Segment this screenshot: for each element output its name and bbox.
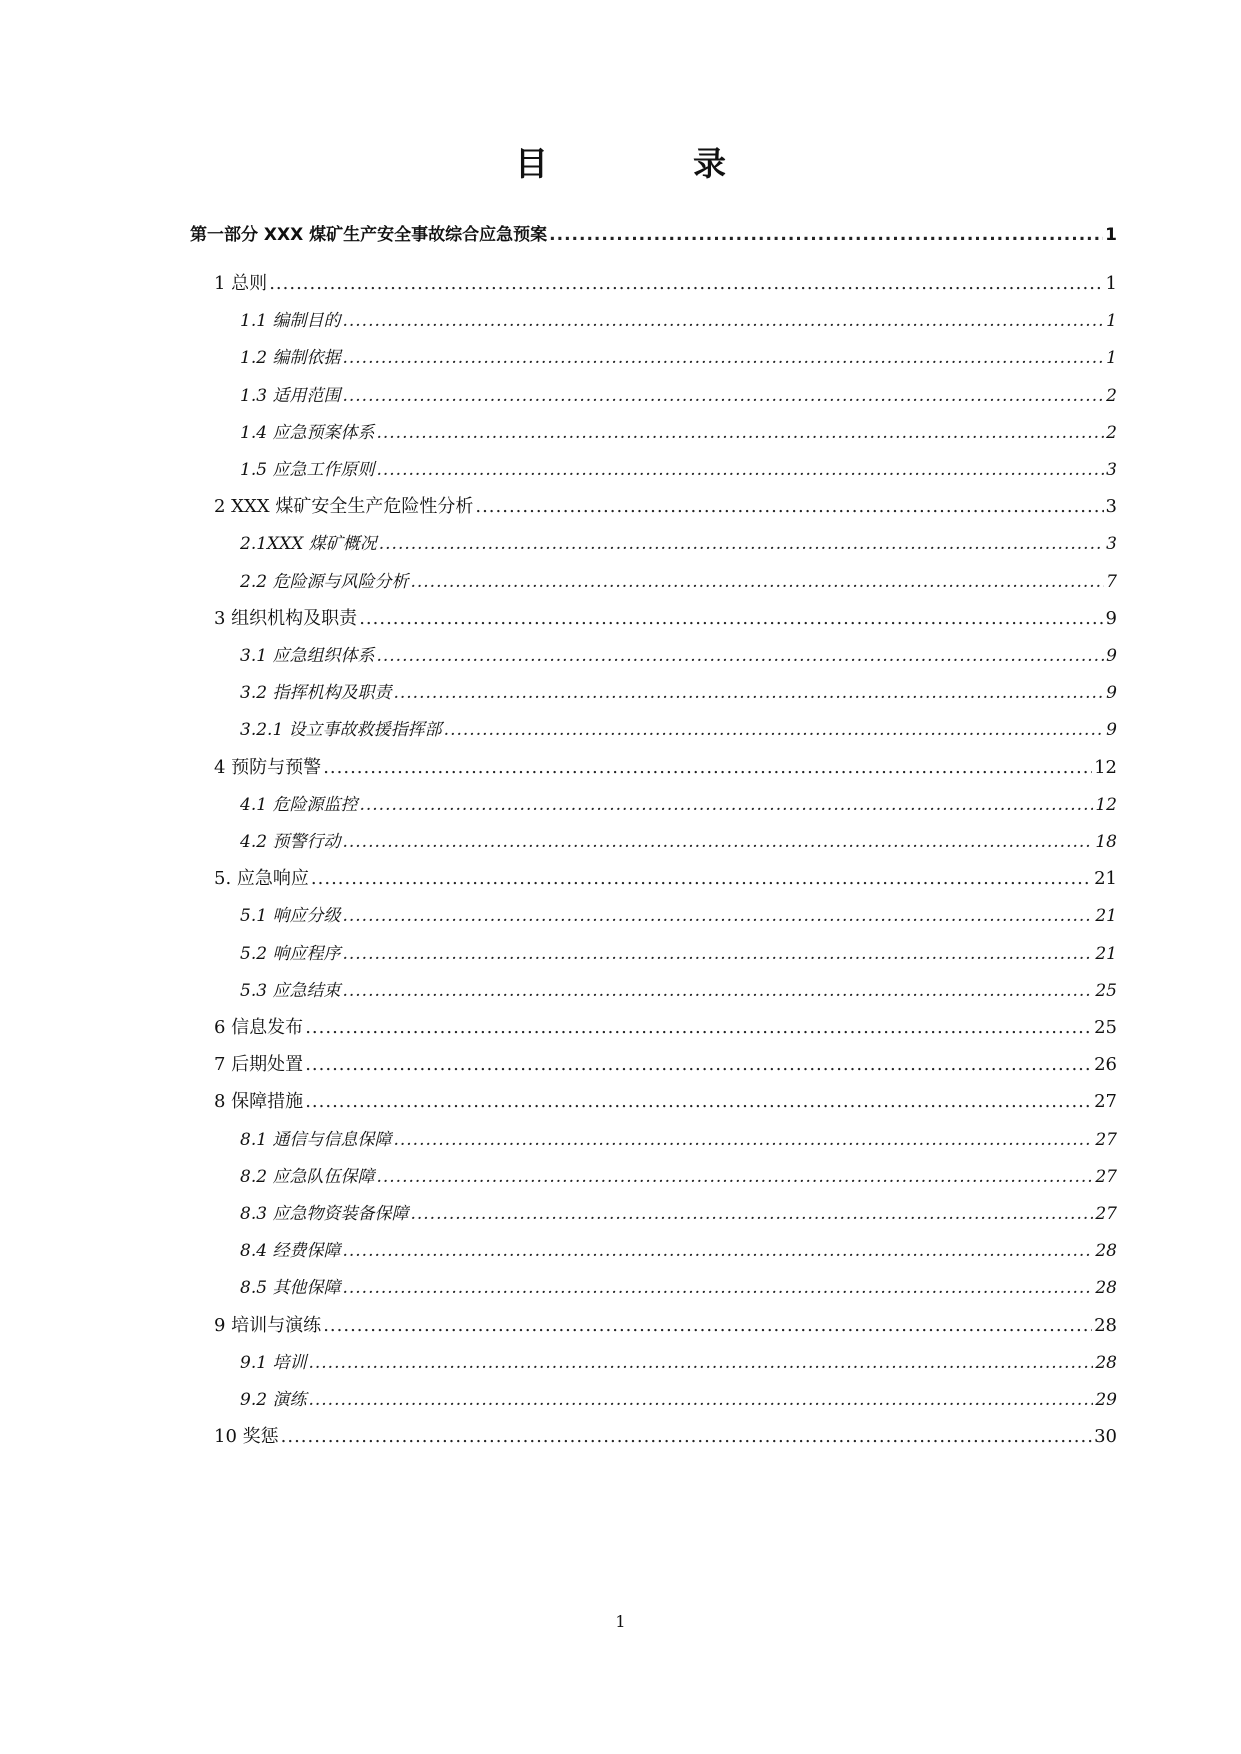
toc-entry-page-number: 3 bbox=[1106, 534, 1117, 555]
toc-dot-leader bbox=[281, 1426, 1092, 1447]
toc-entry-page-number: 1 bbox=[1105, 225, 1117, 245]
toc-entry-title: 8.4 经费保障 bbox=[240, 1241, 341, 1262]
toc-dot-leader bbox=[305, 1017, 1092, 1038]
toc-entry[interactable] bbox=[240, 306, 1117, 336]
toc-entry-page-number: 27 bbox=[1095, 1204, 1117, 1224]
toc-entry-page-number: 21 bbox=[1095, 943, 1117, 964]
page-number: 1 bbox=[615, 1612, 626, 1631]
toc-entry-title: 10 奖惩 bbox=[214, 1426, 279, 1448]
toc-entry-page-number: 1 bbox=[1106, 311, 1117, 332]
toc-entry[interactable] bbox=[214, 1050, 1117, 1080]
toc-entry-page-number: 3 bbox=[1105, 496, 1117, 518]
toc-entry-page-number: 21 bbox=[1094, 868, 1117, 890]
toc-dot-leader bbox=[305, 1091, 1092, 1112]
toc-entry[interactable] bbox=[240, 715, 1117, 745]
toc-dot-leader bbox=[342, 1278, 1093, 1298]
toc-entry-page-number: 9 bbox=[1105, 607, 1117, 629]
toc-entry-title: 4 预防与预警 bbox=[214, 756, 322, 778]
toc-entry[interactable] bbox=[214, 864, 1117, 894]
toc-dot-leader bbox=[342, 981, 1093, 1001]
toc-entry-page-number: 28 bbox=[1095, 1278, 1117, 1299]
toc-entry[interactable] bbox=[214, 1311, 1117, 1341]
toc-entry-title: 1.2 编制依据 bbox=[240, 348, 341, 369]
toc-entry-page-number: 30 bbox=[1094, 1426, 1117, 1448]
toc-entry[interactable] bbox=[214, 1013, 1117, 1043]
toc-dot-leader bbox=[475, 496, 1103, 517]
toc-entry[interactable] bbox=[240, 827, 1117, 857]
toc-entry-title: 2 XXX 煤矿安全生产危险性分析 bbox=[214, 496, 474, 518]
toc-entry[interactable] bbox=[240, 1236, 1117, 1266]
toc-dot-leader bbox=[342, 1241, 1093, 1261]
toc-entry-page-number: 2 bbox=[1106, 385, 1117, 406]
toc-entry[interactable] bbox=[214, 269, 1117, 299]
toc-entry-title: 9 培训与演练 bbox=[214, 1314, 322, 1336]
toc-entry[interactable] bbox=[240, 1348, 1117, 1378]
toc-dot-leader bbox=[342, 906, 1093, 926]
toc-dot-leader bbox=[323, 1315, 1092, 1336]
toc-entry-title: 3.2 指挥机构及职责 bbox=[240, 683, 392, 704]
toc-entry-page-number: 7 bbox=[1106, 571, 1117, 592]
toc-entry[interactable] bbox=[240, 381, 1117, 411]
toc-dot-leader bbox=[308, 1353, 1093, 1373]
toc-entry-page-number: 26 bbox=[1094, 1054, 1117, 1076]
toc-dot-leader bbox=[308, 1390, 1093, 1410]
toc-dot-leader bbox=[376, 646, 1104, 666]
toc-entry-page-number: 12 bbox=[1094, 756, 1117, 778]
toc-dot-leader bbox=[444, 720, 1105, 740]
toc-dot-leader bbox=[342, 311, 1104, 331]
toc-entry-title: 1.3 适用范围 bbox=[240, 385, 341, 406]
toc-dot-leader bbox=[269, 273, 1103, 294]
toc-entry[interactable] bbox=[240, 1162, 1117, 1192]
toc-dot-leader bbox=[376, 460, 1104, 480]
toc-entry-page-number: 18 bbox=[1095, 832, 1117, 852]
toc-entry[interactable] bbox=[240, 343, 1117, 373]
toc-entry-title: 第一部分 XXX 煤矿生产安全事故综合应急预案 bbox=[190, 225, 548, 245]
toc-entry-page-number: 3 bbox=[1106, 460, 1117, 480]
toc-entry-title: 8.5 其他保障 bbox=[240, 1278, 341, 1299]
toc-entry[interactable] bbox=[190, 220, 1117, 250]
toc-entry[interactable] bbox=[240, 455, 1117, 485]
toc-dot-leader bbox=[376, 423, 1104, 443]
toc-entry[interactable] bbox=[240, 1199, 1117, 1229]
toc-dot-leader bbox=[410, 1204, 1093, 1224]
toc-entry[interactable] bbox=[240, 790, 1117, 820]
toc-entry-page-number: 1 bbox=[1105, 273, 1117, 294]
toc-entry-title: 2.1XXX 煤矿概况 bbox=[240, 534, 377, 555]
toc-entry[interactable] bbox=[240, 567, 1117, 597]
toc-entry-title: 9.2 演练 bbox=[240, 1390, 307, 1410]
toc-dot-leader bbox=[342, 832, 1093, 852]
toc-entry-page-number: 9 bbox=[1106, 720, 1117, 741]
toc-entry-title: 3.1 应急组织体系 bbox=[240, 646, 375, 666]
toc-entry-title: 8.3 应急物资装备保障 bbox=[240, 1204, 409, 1224]
toc-entry-title: 4.1 危险源监控 bbox=[240, 794, 358, 815]
toc-dot-leader bbox=[323, 757, 1092, 778]
toc-dot-leader bbox=[549, 225, 1103, 245]
toc-entry-page-number: 27 bbox=[1095, 1166, 1117, 1187]
toc-entry-page-number: 29 bbox=[1095, 1390, 1117, 1410]
toc-dot-leader bbox=[393, 1130, 1093, 1150]
toc-entry-page-number: 1 bbox=[1106, 348, 1117, 369]
toc-entry-title: 1.5 应急工作原则 bbox=[240, 460, 375, 480]
toc-entry-title: 5.1 响应分级 bbox=[240, 906, 341, 927]
toc-entry-title: 1.4 应急预案体系 bbox=[240, 422, 375, 443]
toc-entry[interactable] bbox=[240, 678, 1117, 708]
toc-dot-leader bbox=[359, 608, 1103, 629]
toc-entry-page-number: 27 bbox=[1095, 1129, 1117, 1150]
toc-entry-page-number: 9 bbox=[1106, 646, 1117, 666]
toc-dot-leader bbox=[393, 683, 1104, 703]
toc-dot-leader bbox=[359, 795, 1093, 815]
toc-entry[interactable] bbox=[240, 976, 1117, 1006]
toc-entry[interactable] bbox=[240, 529, 1117, 559]
page-title: 目 录 bbox=[515, 144, 782, 183]
toc-entry-page-number: 25 bbox=[1095, 980, 1117, 1001]
toc-entry[interactable] bbox=[240, 901, 1117, 931]
toc-entry-page-number: 12 bbox=[1095, 794, 1117, 815]
toc-entry-title: 1.1 编制目的 bbox=[240, 311, 341, 332]
toc-entry[interactable] bbox=[240, 1273, 1117, 1303]
toc-entry[interactable] bbox=[214, 604, 1117, 634]
toc-dot-leader bbox=[311, 868, 1092, 889]
toc-dot-leader bbox=[342, 944, 1093, 964]
toc-entry-page-number: 9 bbox=[1106, 683, 1117, 704]
toc-entry-page-number: 2 bbox=[1106, 422, 1117, 443]
toc-dot-leader bbox=[342, 386, 1104, 406]
toc-entry-title: 9.1 培训 bbox=[240, 1352, 307, 1373]
toc-entry-page-number: 28 bbox=[1094, 1314, 1117, 1336]
toc-dot-leader bbox=[342, 348, 1104, 368]
toc-entry-page-number: 27 bbox=[1094, 1091, 1117, 1113]
toc-entry-title: 5.3 应急结束 bbox=[240, 980, 341, 1001]
toc-entry-title: 3 组织机构及职责 bbox=[214, 607, 358, 629]
toc-entry-page-number: 28 bbox=[1095, 1241, 1117, 1262]
toc-entry-title: 7 后期处置 bbox=[214, 1054, 304, 1076]
toc-entry-title: 5.2 响应程序 bbox=[240, 943, 341, 964]
toc-entry-title: 1 总则 bbox=[214, 273, 268, 294]
toc-entry[interactable] bbox=[240, 641, 1117, 671]
toc-entry-page-number: 28 bbox=[1095, 1352, 1117, 1373]
toc-entry[interactable] bbox=[214, 1422, 1117, 1452]
toc-entry[interactable] bbox=[240, 418, 1117, 448]
toc-entry-title: 5. 应急响应 bbox=[214, 868, 309, 890]
toc-entry-title: 8 保障措施 bbox=[214, 1091, 304, 1113]
toc-entry[interactable] bbox=[240, 1125, 1117, 1155]
toc-entry[interactable] bbox=[240, 939, 1117, 969]
toc-dot-leader bbox=[379, 534, 1104, 554]
toc-entry[interactable] bbox=[214, 1087, 1117, 1117]
toc-entry[interactable] bbox=[214, 492, 1117, 522]
toc-entry[interactable] bbox=[240, 1385, 1117, 1415]
toc-entry-title: 6 信息发布 bbox=[214, 1017, 304, 1038]
toc-entry-title: 8.2 应急队伍保障 bbox=[240, 1166, 375, 1187]
toc-dot-leader bbox=[376, 1167, 1093, 1187]
toc-dot-leader bbox=[410, 572, 1104, 592]
toc-entry-title: 4.2 预警行动 bbox=[240, 832, 341, 852]
toc-entry-title: 2.2 危险源与风险分析 bbox=[240, 571, 409, 592]
toc-entry-page-number: 21 bbox=[1095, 906, 1117, 927]
toc-entry-title: 3.2.1 设立事故救援指挥部 bbox=[240, 720, 442, 741]
toc-dot-leader bbox=[305, 1054, 1092, 1075]
toc-entry-title: 8.1 通信与信息保障 bbox=[240, 1129, 392, 1150]
toc-entry-page-number: 25 bbox=[1094, 1017, 1117, 1038]
toc-entry[interactable] bbox=[214, 753, 1117, 783]
